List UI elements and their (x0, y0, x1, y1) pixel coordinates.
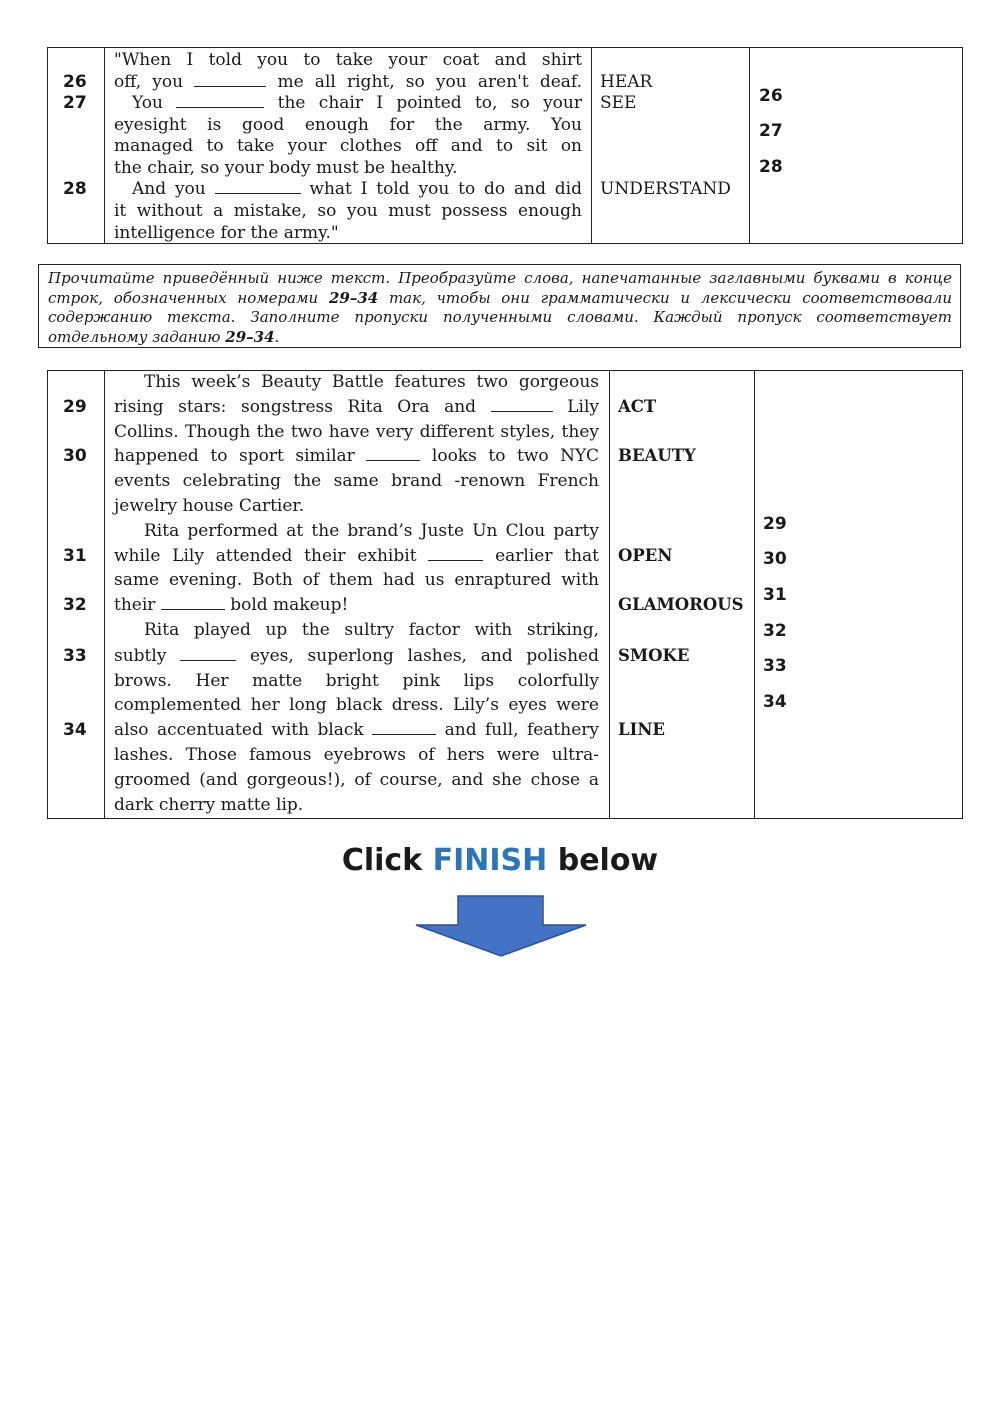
text-line: dark cherry matte lip. (114, 795, 304, 815)
row-number: 34 (63, 720, 87, 740)
down-arrow-icon (414, 895, 588, 957)
keyword-glamorous: GLAMOROUS (618, 595, 744, 614)
text-line: rising stars: songstress Rita Ora and Lily (114, 397, 599, 417)
text-line: complemented her long black dress. Lily’s eyes were (114, 695, 599, 715)
answer-field-33[interactable]: 33 (763, 656, 787, 676)
answer-field-30[interactable]: 30 (763, 549, 787, 569)
blank-30[interactable] (366, 446, 420, 461)
text-line: Rita played up the sultry factor with striking, (144, 620, 599, 640)
text-line: managed to take your clothes off and to sit on (114, 136, 582, 156)
text-line: And you what I told you to do and did (132, 179, 582, 199)
text-line: eyesight is good enough for the army. You (114, 115, 582, 135)
answer-field-34[interactable]: 34 (763, 692, 787, 712)
task-table-26-28 (47, 47, 963, 244)
keyword-line: LINE (618, 720, 665, 739)
text-line: Collins. Though the two have very different styles, they (114, 422, 599, 442)
blank-27[interactable] (176, 93, 264, 108)
keyword-smoke: SMOKE (618, 646, 690, 665)
answer-field-26[interactable]: 26 (759, 86, 783, 106)
text-line: You the chair I pointed to, so your (132, 93, 582, 113)
keyword-hear: HEAR (600, 72, 653, 92)
task-instruction: Прочитайте приведённый ниже текст. Преобразуйте слова, напечатанные заглавными буквами в конце строк, обозначенных номерами 29–34 так, чтобы они грамматически и лексически соответствовали содержанию текста. Заполните пропуски полученными словами. Каждый пропуск соответствует отдельному заданию 29–34. (38, 264, 961, 348)
blank-29[interactable] (491, 397, 553, 412)
keyword-understand: UNDERSTAND (600, 179, 731, 199)
blank-32[interactable] (161, 595, 225, 610)
row-number: 32 (63, 595, 87, 615)
text-line: events celebrating the same brand -renown French (114, 471, 599, 491)
text-line: groomed (and gorgeous!), of course, and she chose a (114, 770, 599, 790)
row-number: 29 (63, 397, 87, 417)
text-line: subtly eyes, superlong lashes, and polished (114, 646, 600, 666)
text-line: their bold makeup! (114, 595, 349, 615)
row-number: 28 (63, 179, 87, 199)
keyword-act: ACT (618, 397, 657, 416)
blank-34[interactable] (372, 720, 436, 735)
text-line: "When I told you to take your coat and shirt (114, 50, 582, 70)
row-number: 33 (63, 646, 87, 666)
text-line: it without a mistake, so you must possess enough (114, 201, 582, 221)
text-line: the chair, so your body must be healthy. (114, 158, 458, 178)
text-line: jewelry house Cartier. (114, 496, 305, 516)
finish-prompt-click: Click (341, 843, 423, 878)
keyword-beauty: BEAUTY (618, 446, 696, 465)
text-line: lashes. Those famous eyebrows of hers were ultra- (114, 745, 599, 765)
blank-26[interactable] (194, 72, 266, 87)
blank-33[interactable] (180, 646, 236, 661)
text-line: while Lily attended their exhibit earlier that (114, 546, 599, 566)
blank-28[interactable] (215, 179, 301, 194)
text-line: same evening. Both of them had us enraptured with (114, 570, 599, 590)
text-line: This week’s Beauty Battle features two gorgeous (144, 372, 599, 392)
text-line: happened to sport similar looks to two NYC (114, 446, 599, 466)
answer-field-32[interactable]: 32 (763, 621, 787, 641)
text-line: off, you me all right, so you aren't deaf. (114, 72, 583, 92)
text-line: Rita performed at the brand’s Juste Un Clou party (144, 521, 599, 541)
row-number: 26 (63, 72, 87, 92)
row-number: 31 (63, 546, 87, 566)
finish-prompt-below: below (557, 843, 659, 878)
text-line: brows. Her matte bright pink lips colorfully (114, 671, 599, 691)
task-table-29-34 (47, 370, 963, 819)
finish-prompt-keyword: FINISH (432, 843, 548, 878)
text-line: intelligence for the army." (114, 223, 339, 243)
answer-field-31[interactable]: 31 (763, 585, 787, 605)
keyword-open: OPEN (618, 546, 673, 565)
answer-field-28[interactable]: 28 (759, 157, 783, 177)
answer-field-27[interactable]: 27 (759, 121, 783, 141)
row-number: 30 (63, 446, 87, 466)
text-line: also accentuated with black and full, feathery (114, 720, 600, 740)
keyword-see: SEE (600, 93, 637, 113)
blank-31[interactable] (428, 546, 483, 561)
answer-field-29[interactable]: 29 (763, 514, 787, 534)
finish-prompt (0, 843, 1000, 878)
row-number: 27 (63, 93, 87, 113)
